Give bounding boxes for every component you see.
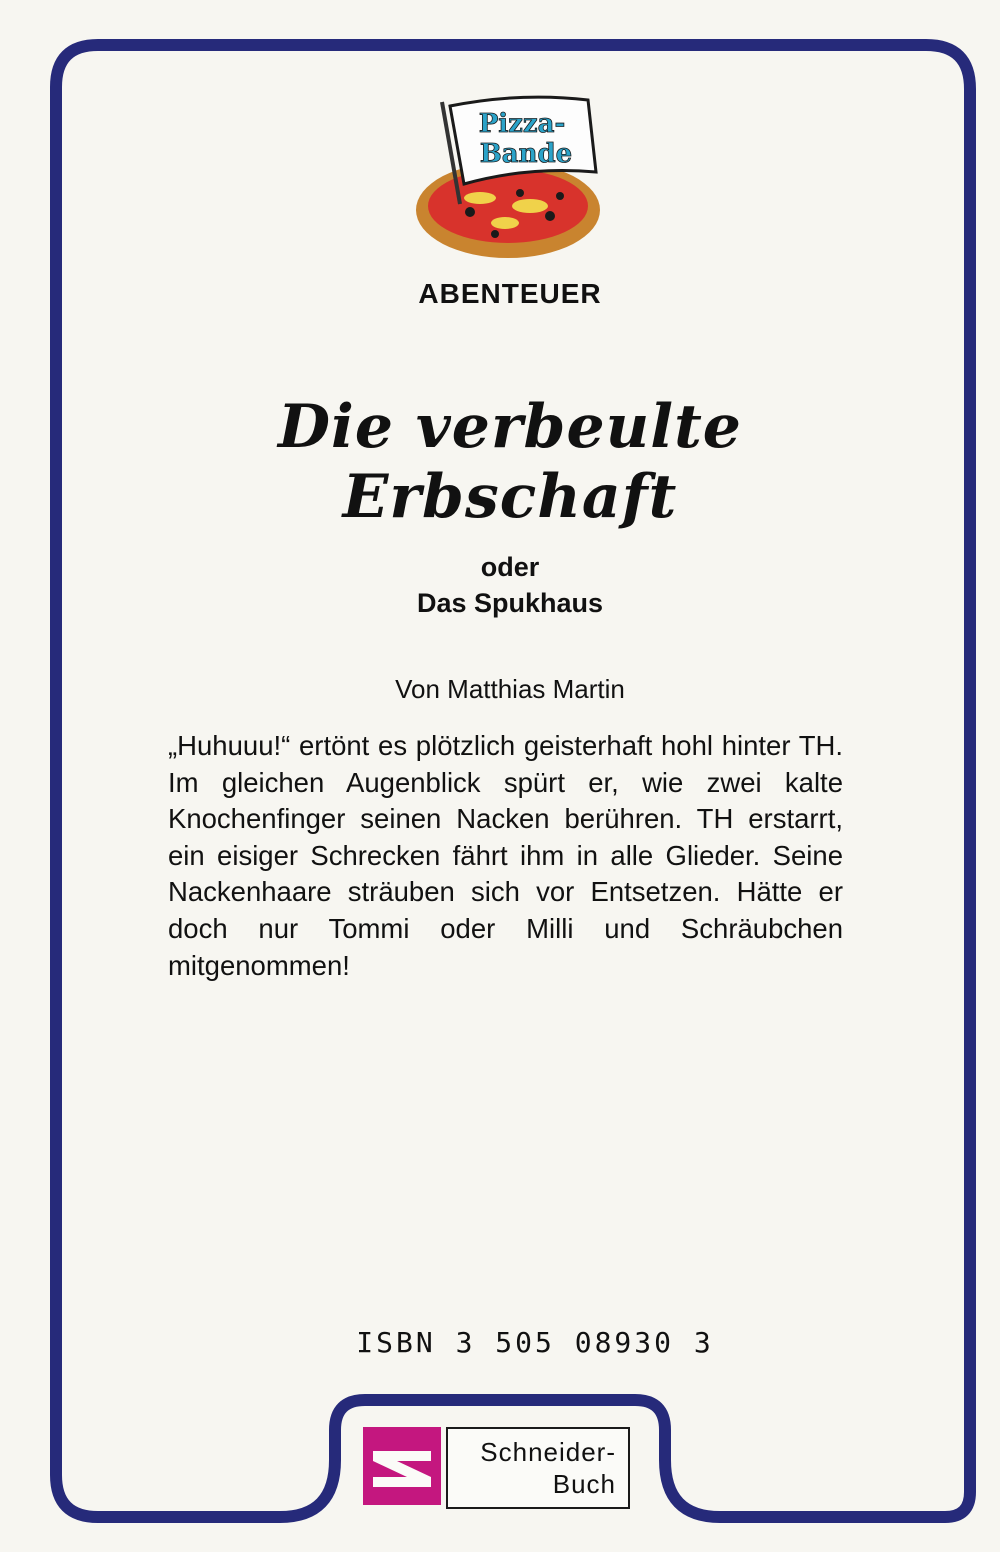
schneider-s-icon <box>363 1427 441 1505</box>
blurb-text: „Huhuuu!“ ertönt es plötzlich geisterhaft hohl hinter TH. Im gleichen Augenblick spürt er, wie zwei kalte Knochenfinger seinen Nacken berühren. TH erstarrt, ein eisiger Schrecken fährt ihm in alle Glieder. Seine Nackenhaare sträuben sich vor Entsetzen. Hätte er doch nur Tommi oder Milli und Schräubchen mitgenommen! <box>168 730 843 981</box>
publisher-logo <box>363 1427 633 1509</box>
publisher-name-line-2: Buch <box>552 1469 616 1499</box>
publisher-name-box <box>446 1427 630 1509</box>
olive <box>465 207 475 217</box>
book-title <box>180 392 840 532</box>
pizza-bande-logo <box>410 88 610 263</box>
isbn-number: ISBN 3 505 08930 3 <box>356 1326 714 1359</box>
title-line-1: Die verbeulte <box>278 392 742 462</box>
pizza-sauce <box>428 169 588 243</box>
title-line-2: Erbschaft <box>342 462 678 532</box>
logo-line-pizza: Pizza- <box>478 109 566 139</box>
author-line: Von Matthias Martin <box>395 674 625 704</box>
subtitle: Das Spukhaus <box>416 588 604 618</box>
logo-line-bande: Bande <box>479 139 573 169</box>
publisher-name-line-1: Schneider- <box>480 1437 616 1467</box>
series-label: ABENTEUER <box>418 278 602 309</box>
subtitle-connector: oder <box>480 552 540 582</box>
